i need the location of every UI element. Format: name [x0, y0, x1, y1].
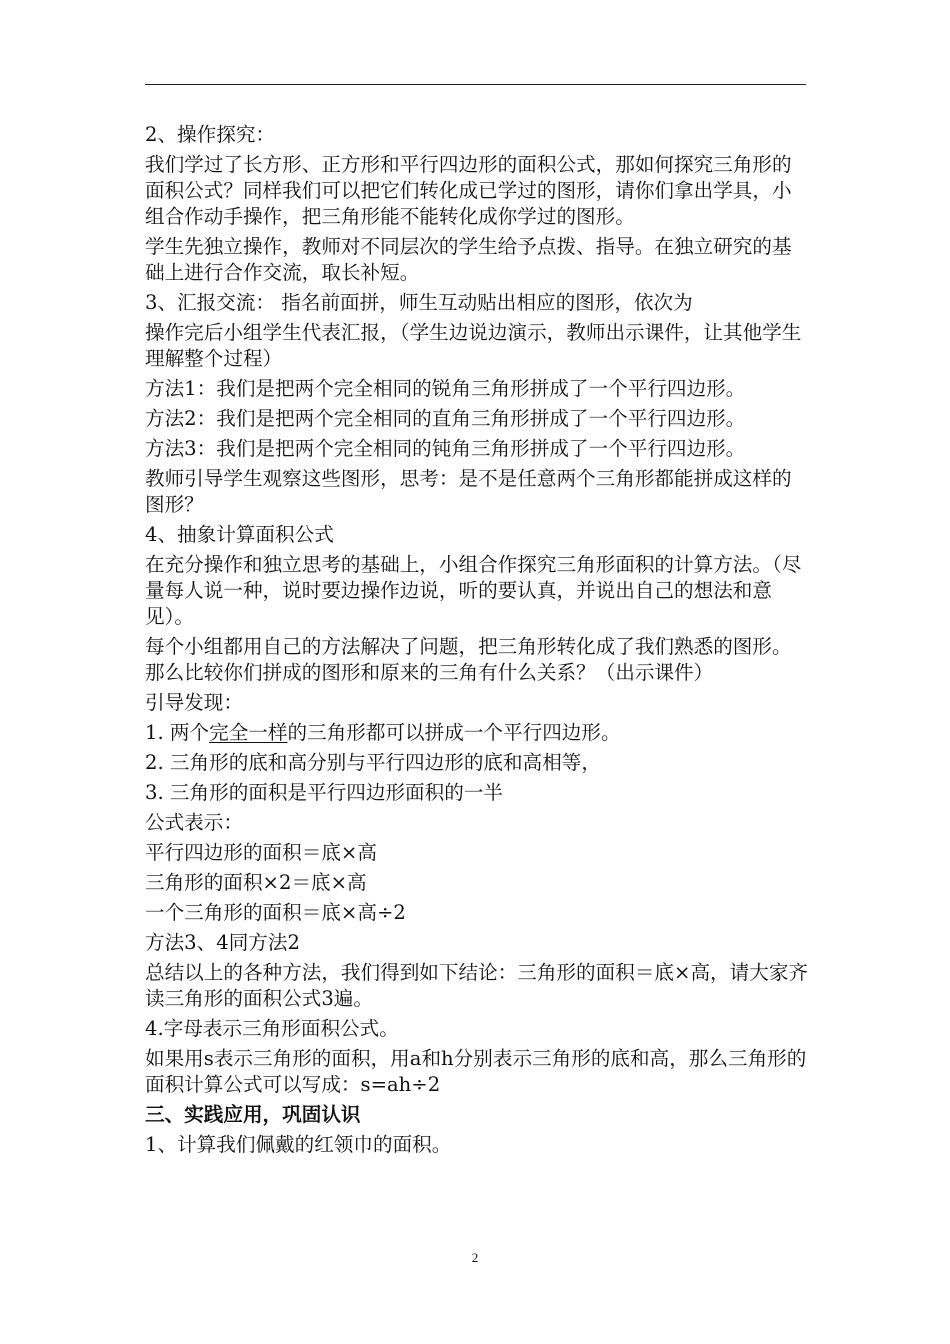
document-body — [145, 122, 810, 1162]
formula-parallelogram: 平行四边形的面积＝底×高 — [145, 841, 377, 864]
formula-label: 公式表示： — [145, 811, 243, 834]
finding-1-underlined: 完全一样 — [209, 721, 288, 744]
paragraph-independent: 学生先独立操作，教师对不同层次的学生给予点拨、指导。在独立研究的基础上进行合作交流，取长补短。 — [145, 235, 792, 284]
subheading-abstract: 4、抽象计算面积公式 — [145, 523, 334, 546]
section-heading: 三、实践应用，巩固认识 — [145, 1103, 361, 1126]
method-3: 方法3：我们是把两个完全相同的钝角三角形拼成了一个平行四边形。 — [145, 437, 746, 460]
finding-1-suffix: 的三角形都可以拼成一个平行四边形。 — [287, 721, 621, 744]
paragraph-summary: 总结以上的各种方法，我们得到如下结论：三角形的面积＝底×高，请大家齐读三角形的面积公式3遍。 — [145, 961, 809, 1010]
subheading-letters: 4.字母表示三角形面积公式。 — [145, 1017, 399, 1040]
finding-3: 3. 三角形的面积是平行四边形面积的一半 — [145, 781, 504, 804]
header-rule — [145, 84, 806, 85]
practice-item-1: 1、计算我们佩戴的红领巾的面积。 — [145, 1133, 452, 1156]
paragraph-observe: 教师引导学生观察这些图形，思考：是不是任意两个三角形都能拼成这样的图形？ — [145, 467, 792, 516]
formula-triangle: 一个三角形的面积＝底×高÷2 — [145, 901, 406, 924]
subheading-operation: 2、操作探究： — [145, 123, 276, 146]
method-1: 方法1：我们是把两个完全相同的锐角三角形拼成了一个平行四边形。 — [145, 377, 746, 400]
finding-1-prefix: 1. 两个 — [145, 721, 210, 744]
formula-triangle-double: 三角形的面积×2＝底×高 — [145, 871, 367, 894]
paragraph-letter-formula: 如果用s表示三角形的面积，用a和h分别表示三角形的底和高，那么三角形的面积计算公式可以写成：s=ah÷2 — [145, 1047, 807, 1096]
method-2: 方法2：我们是把两个完全相同的直角三角形拼成了一个平行四边形。 — [145, 407, 746, 430]
page-number: 2 — [471, 1250, 479, 1265]
paragraph-report: 操作完后小组学生代表汇报，（学生边说边演示，教师出示课件，让其他学生理解整个过程） — [145, 321, 802, 370]
paragraph-compare: 每个小组都用自己的方法解决了问题，把三角形转化成了我们熟悉的图形。那么比较你们拼成的图形和原来的三角有什么关系？（出示课件） — [145, 635, 792, 684]
paragraph-methods-same: 方法3、4同方法2 — [145, 931, 300, 954]
finding-2: 2. 三角形的底和高分别与平行四边形的底和高相等， — [145, 751, 601, 774]
subheading-report: 3、汇报交流： 指名前面拼，师生互动贴出相应的图形，依次为 — [145, 291, 693, 314]
paragraph-intro: 我们学过了长方形、正方形和平行四边形的面积公式，那如何探究三角形的面积公式？同样我们可以把它们转化成已学过的图形，请你们拿出学具，小组合作动手操作，把三角形能不能转化成你学过的图形。 — [145, 153, 792, 228]
finding-1 — [145, 720, 810, 746]
paragraph-explore: 在充分操作和独立思考的基础上，小组合作探究三角形面积的计算方法。（尽量每人说一种，说时要边操作边说，听的要认真，并说出自己的想法和意见）。 — [145, 553, 802, 628]
paragraph-guide: 引导发现： — [145, 691, 243, 714]
